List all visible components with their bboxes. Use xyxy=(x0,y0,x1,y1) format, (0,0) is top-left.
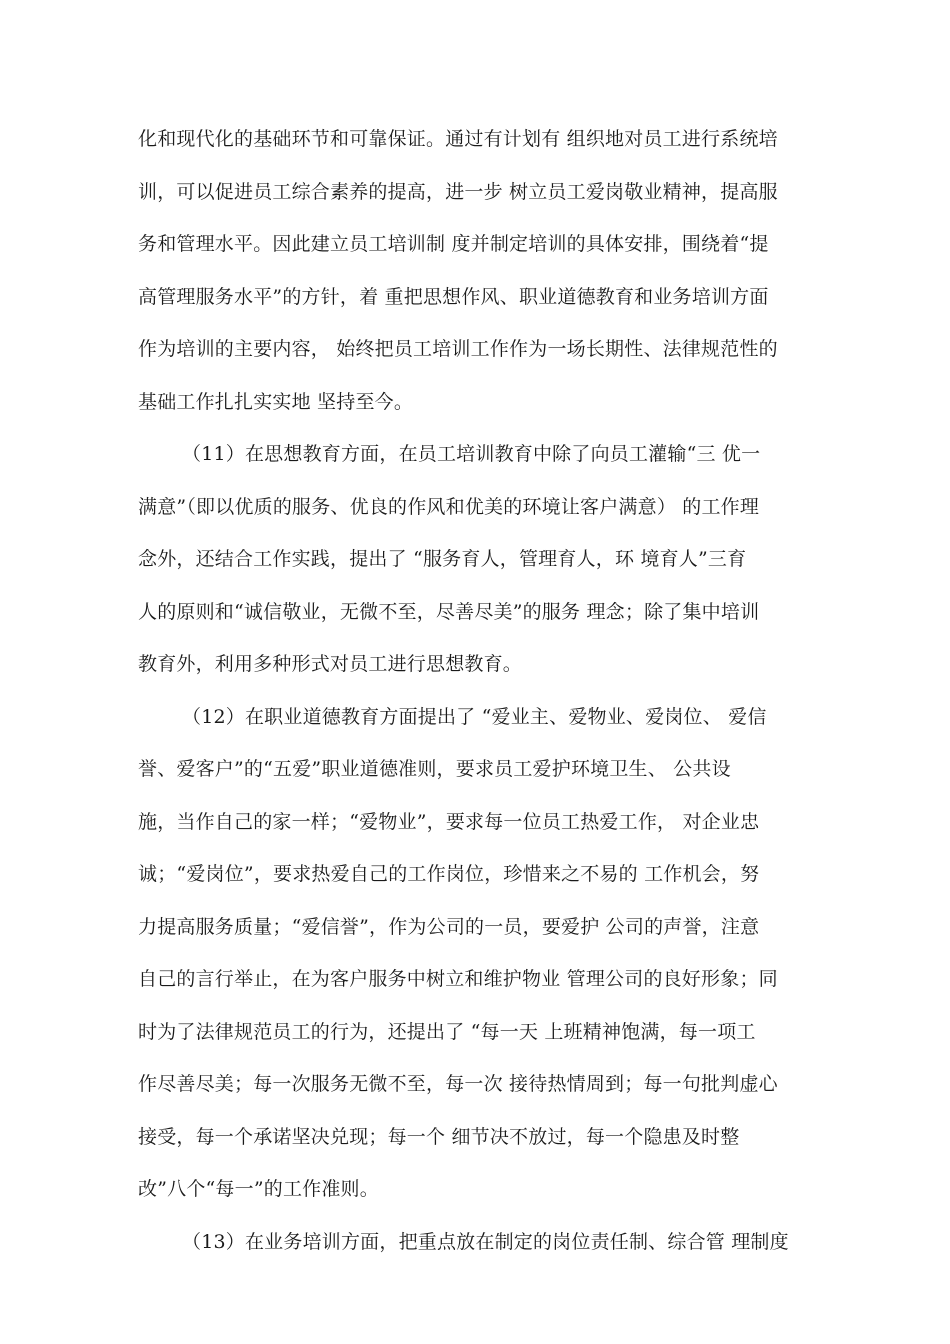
paragraph-line: 满意”（即以优质的服务、优良的作风和优美的环境让客户满意） 的工作理 xyxy=(138,496,760,518)
paragraph-line: 训，可以促进员工综合素养的提高，进一步 树立员工爱岗敬业精神，提高服 xyxy=(138,181,778,203)
paragraph-line: 作为培训的主要内容， 始终把员工培训工作作为一场长期性、法律规范性的 xyxy=(138,338,778,360)
paragraph-line: 念外，还结合工作实践，提出了 “服务育人，管理育人，环 境育人”三育 xyxy=(138,548,747,570)
paragraph-line: 作尽善尽美；每一次服务无微不至，每一次 接待热情周到；每一句批判虚心 xyxy=(138,1073,778,1095)
paragraph-line: 时为了法律规范员工的行为，还提出了 “每一天 上班精神饱满，每一项工 xyxy=(138,1021,756,1043)
paragraph-line: 诚；“爱岗位”，要求热爱自己的工作岗位，珍惜来之不易的 工作机会，努 xyxy=(138,863,760,885)
paragraph-line: 力提高服务质量；“爱信誉”，作为公司的一员，要爱护 公司的声誉，注意 xyxy=(138,916,760,938)
paragraph-line: 改”八个“每一”的工作准则。 xyxy=(138,1178,379,1200)
paragraph-line: 人的原则和“诚信敬业，无微不至，尽善尽美”的服务 理念；除了集中培训 xyxy=(138,601,760,623)
paragraph-line: 接受，每一个承诺坚决兑现；每一个 细节决不放过，每一个隐患及时整 xyxy=(138,1126,740,1148)
paragraph-line: 教育外，利用多种形式对员工进行思想教育。 xyxy=(138,653,523,675)
paragraph-line: 化和现代化的基础环节和可靠保证。通过有计划有 组织地对员工进行系统培 xyxy=(138,128,778,150)
paragraph-line: 务和管理水平。因此建立员工培训制 度并制定培训的具体安排，围绕着“提 xyxy=(138,233,769,255)
paragraph-line: （11）在思想教育方面，在员工培训教育中除了向员工灌输“三 优一 xyxy=(182,443,761,465)
paragraph-line: 基础工作扎扎实实地 坚持至今。 xyxy=(138,391,414,413)
paragraph-line: 誉、爱客户”的“五爱”职业道德准则，要求员工爱护环境卫生、 公共设 xyxy=(138,758,731,780)
paragraph-line: 自己的言行举止，在为客户服务中树立和维护物业 管理公司的良好形象；同 xyxy=(138,968,778,990)
paragraph-line: 高管理服务水平”的方针，着 重把思想作风、职业道德教育和业务培训方面 xyxy=(138,286,769,308)
paragraph-line: （12）在职业道德教育方面提出了 “爱业主、爱物业、爱岗位、 爱信 xyxy=(182,706,767,728)
paragraph-line: 施，当作自己的家一样；“爱物业”，要求每一位员工热爱工作， 对企业忠 xyxy=(138,811,760,833)
paragraph-line: （13）在业务培训方面，把重点放在制定的岗位责任制、综合管 理制度 xyxy=(182,1231,789,1253)
